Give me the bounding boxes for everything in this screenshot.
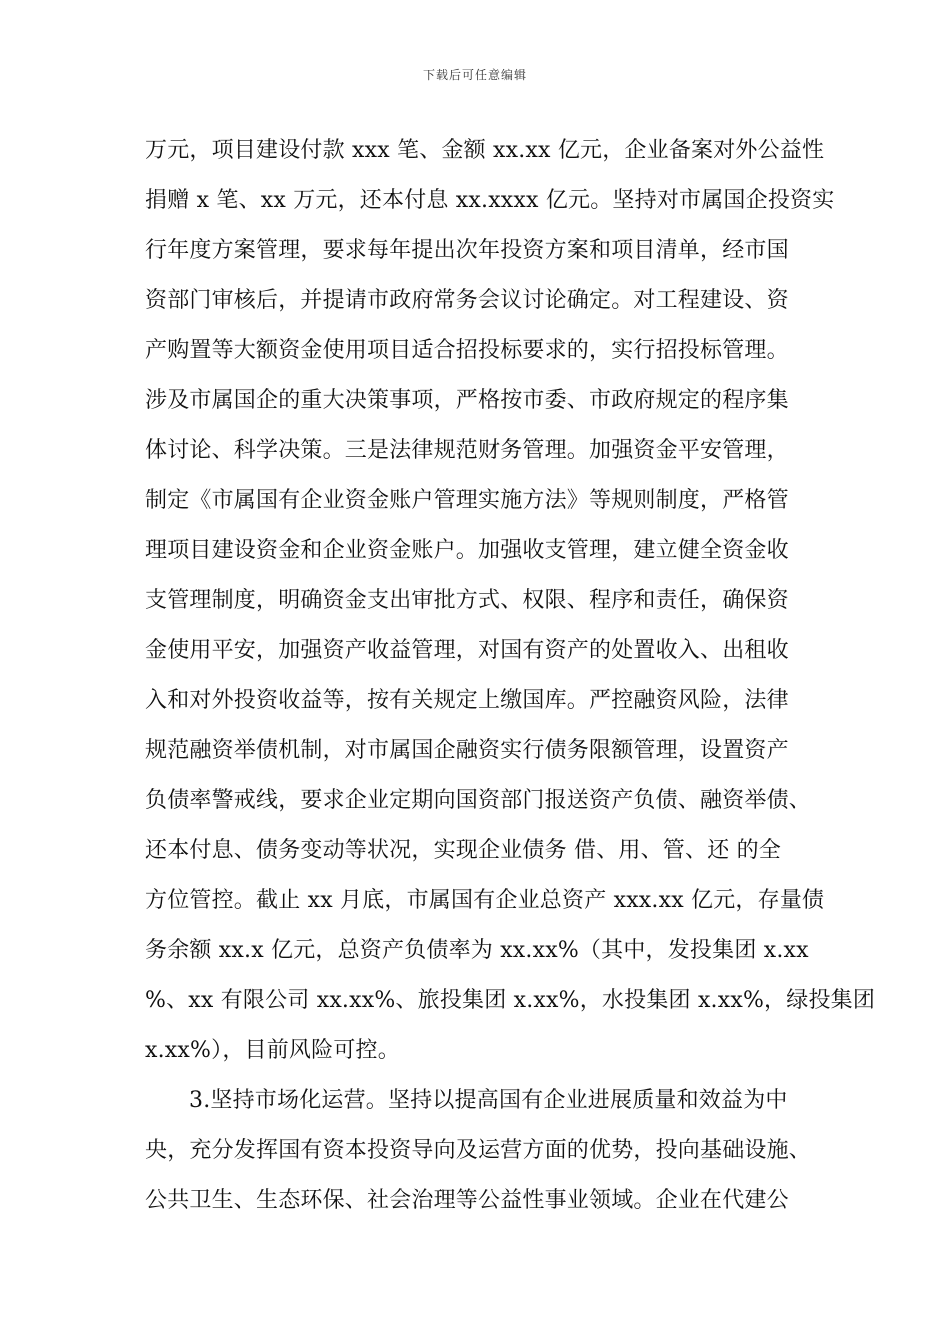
text-line: 金使用平安，加强资产收益管理，对国有资产的处置收入、出租收	[145, 638, 789, 663]
text-line: 公共卫生、生态环保、社会治理等公益性事业领域。企业在代建公	[145, 1188, 789, 1213]
text-line: 产购置等大额资金使用项目适合招投标要求的，实行招投标管理。	[145, 338, 789, 363]
text-line: 方位管控。截止 xx 月底，市属国有企业总资产 xxx.xx 亿元，存量债	[145, 888, 825, 913]
text-line: 务余额 xx.x 亿元，总资产负债率为 xx.xx%（其中，发投集团 x.xx	[145, 938, 809, 963]
text-line: 规范融资举债机制，对市属国企融资实行债务限额管理，设置资产	[145, 738, 789, 763]
document-body	[145, 126, 876, 1226]
page-header: 下载后可任意编辑	[422, 68, 527, 82]
text-line: 涉及市属国企的重大决策事项，严格按市委、市政府规定的程序集	[145, 388, 789, 413]
text-line: 行年度方案管理，要求每年提出次年投资方案和项目清单，经市国	[145, 238, 789, 263]
text-line: 入和对外投资收益等，按有关规定上缴国库。严控融资风险，法律	[145, 688, 789, 713]
text-line: x.xx%），目前风险可控。	[145, 1038, 400, 1063]
text-line: 支管理制度，明确资金支出审批方式、权限、程序和责任，确保资	[145, 588, 789, 613]
text-line: 制定《市属国有企业资金账户管理实施方法》等规则制度，严格管	[145, 488, 789, 513]
text-line: 万元，项目建设付款 xxx 笔、金额 xx.xx 亿元，企业备案对外公益性	[145, 138, 825, 163]
paragraph-first-line: 3.坚持市场化运营。坚持以提高国有企业进展质量和效益为中	[189, 1088, 788, 1113]
text-line: 资部门审核后，并提请市政府常务会议讨论确定。对工程建设、资	[145, 288, 789, 313]
text-line: 负债率警戒线，要求企业定期向国资部门报送资产负债、融资举债、	[145, 788, 812, 813]
text-line: 央，充分发挥国有资本投资导向及运营方面的优势，投向基础设施、	[145, 1138, 812, 1163]
text-line: 理项目建设资金和企业资金账户。加强收支管理，建立健全资金收	[145, 538, 789, 563]
text-line: 体讨论、科学决策。三是法律规范财务管理。加强资金平安管理，	[145, 438, 789, 463]
text-line: %、xx 有限公司 xx.xx%、旅投集团 x.xx%，水投集团 x.xx%，绿投集团	[145, 988, 876, 1013]
text-line: 还本付息、债务变动等状况，实现企业债务 借、用、管、还 的全	[145, 838, 781, 863]
text-line: 捐赠 x 笔、xx 万元，还本付息 xx.xxxx 亿元。坚持对市属国企投资实	[145, 188, 835, 213]
